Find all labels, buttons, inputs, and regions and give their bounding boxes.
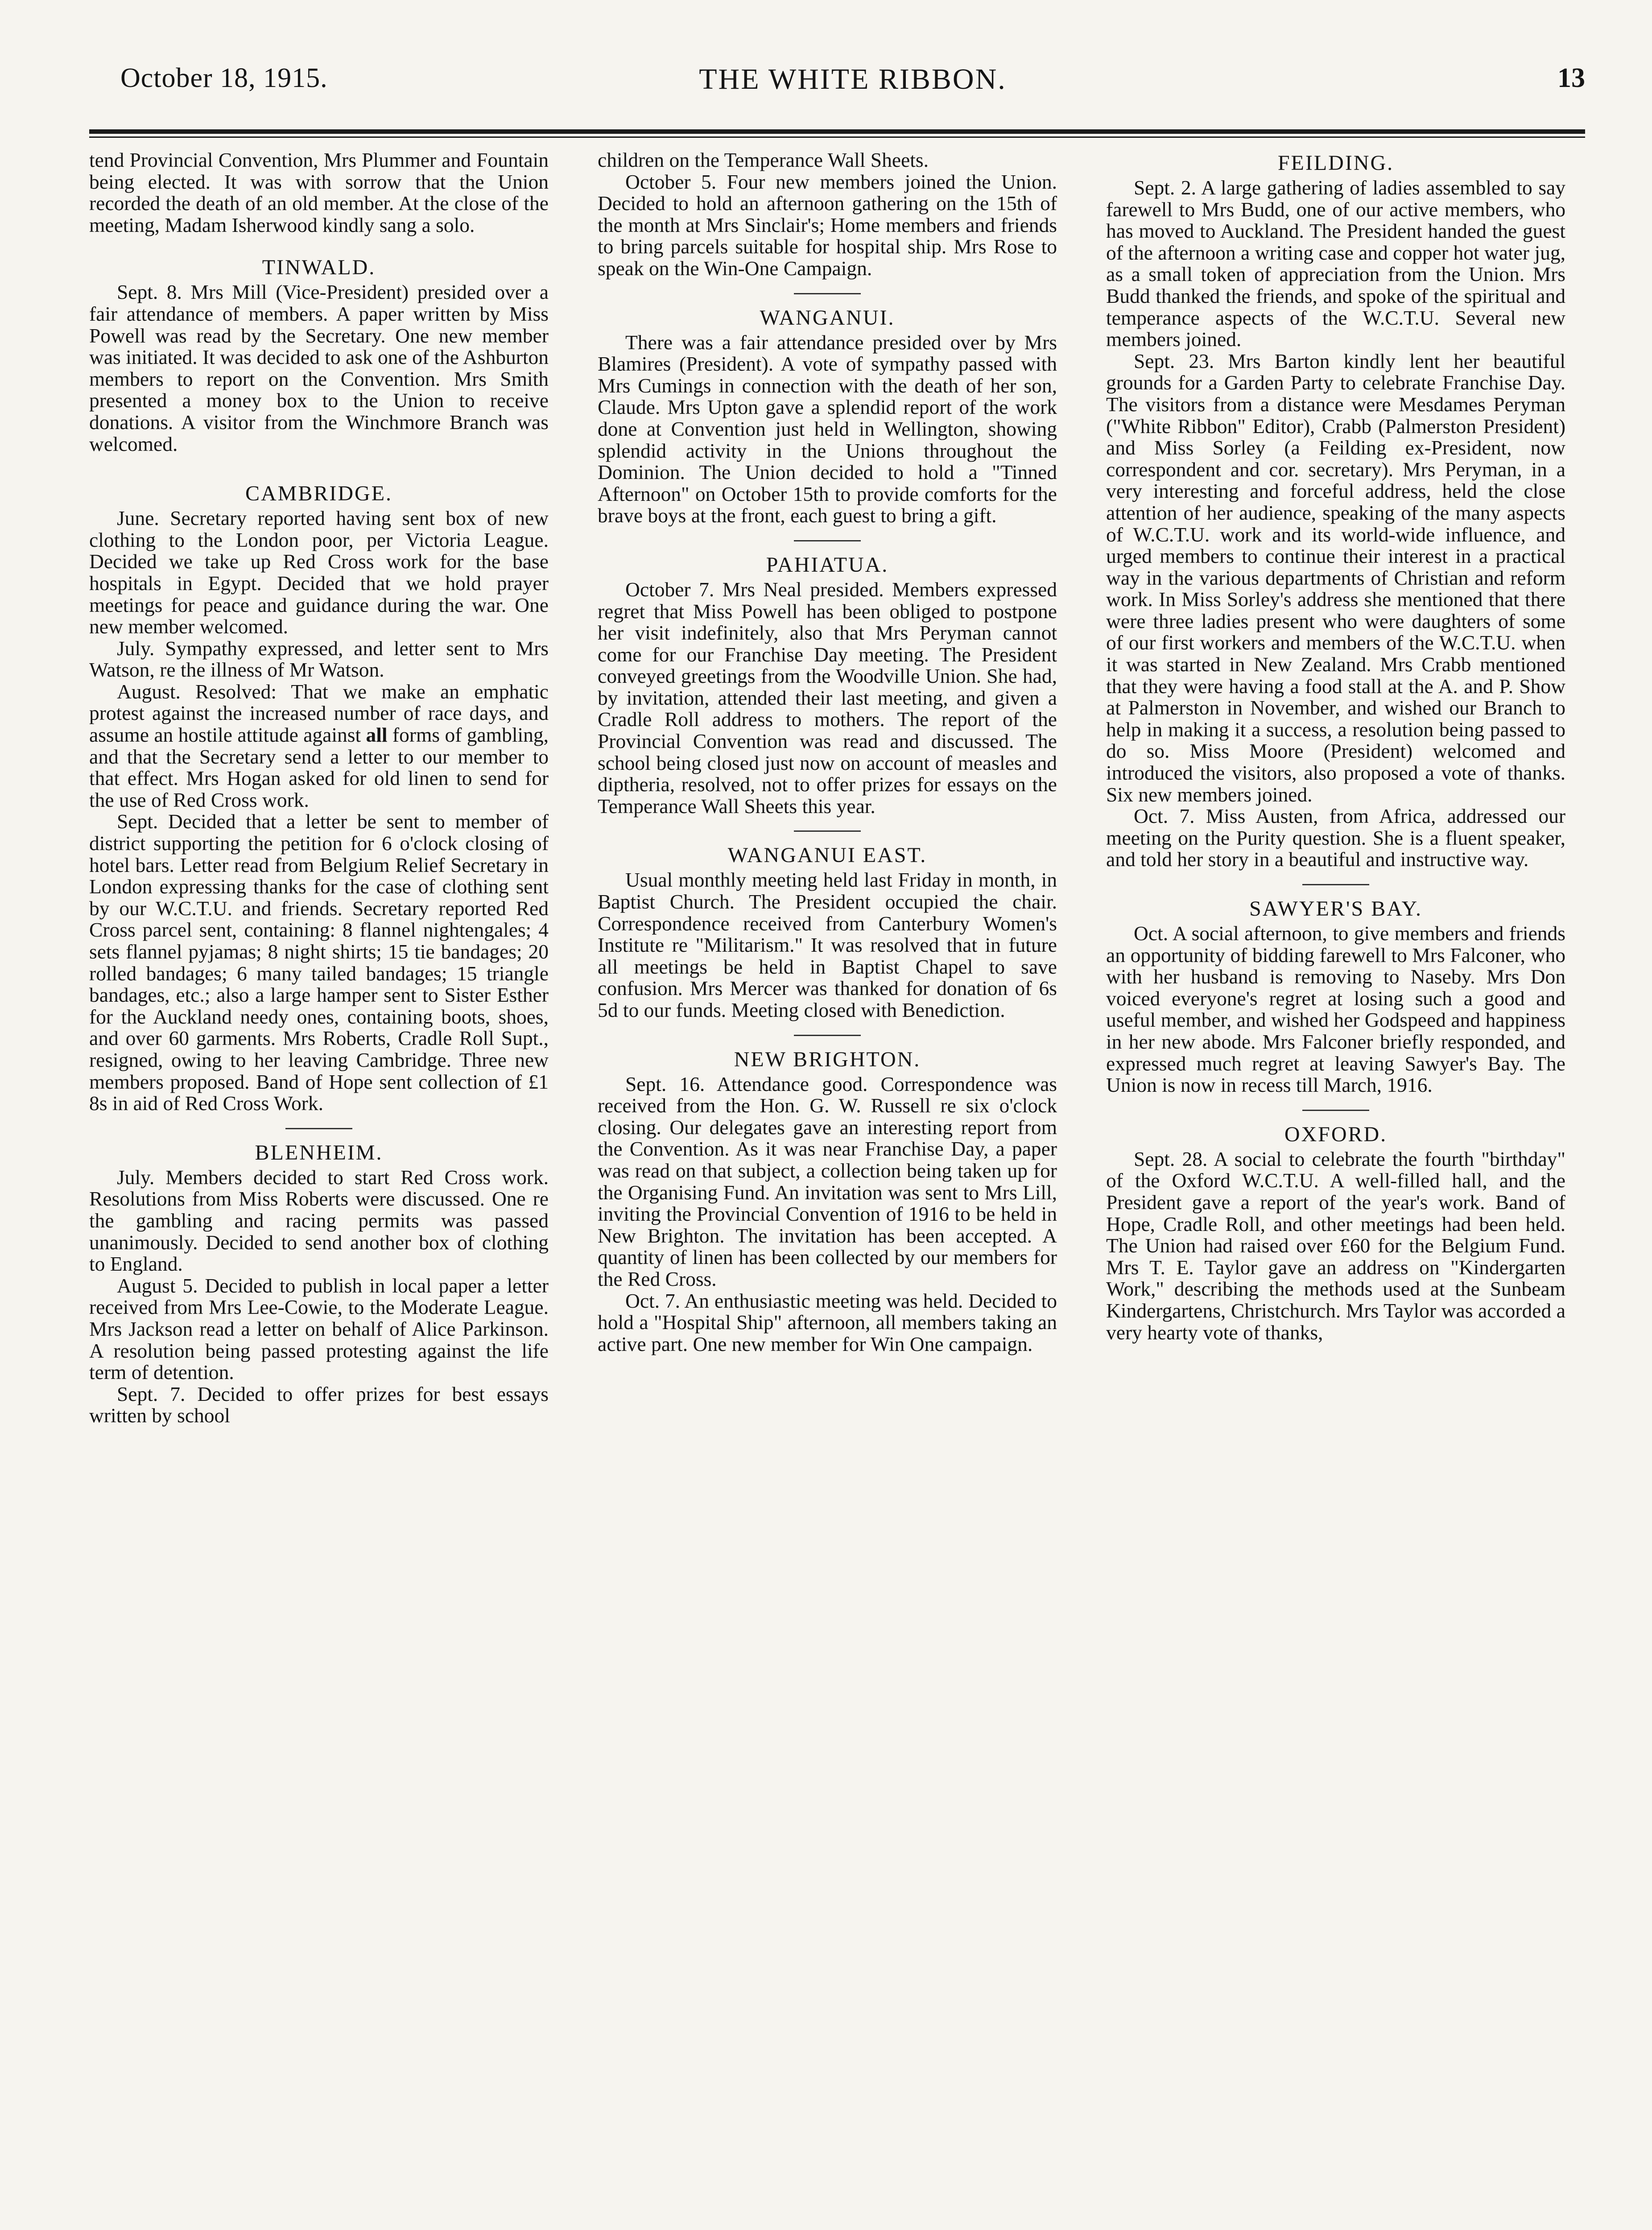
- continued-paragraph: tend Provincial Convention, Mrs Plummer and Fountain being elected. It was with sorrow that the Union recorded the death of an old member. At the close of the meeting, Madam Isherwood kindly sang a solo.: [89, 149, 549, 236]
- feilding-sept-23: Sept. 23. Mrs Barton kindly lent her beautiful grounds for a Garden Party to celebrate Franchise Day. The visitors from a distance were Mesdames Peryman ("White Ribbon" Editor), Crabb (Palmerston President) and Miss Sorley (a Feilding ex-President, now correspondent and cor. secretary). Mrs Peryman, in a very interesting and forceful address, held the close attention of her audience, speaking of the many aspects of W.C.T.U. work and its world-wide influence, and urged members to continue their interest in a practical way in the various departments of Christian and reform work. In Miss Sorley's address she mentioned that there were three ladies present who were daughters of some of our first workers and members of the W.C.T.U. when it was started in New Zealand. Mrs Crabb mentioned that they were having a food stall at the A. and P. Show at Palmerston in November, and wished our Branch to help in making it a success, a resolution being passed to do so. Miss Moore (President) welcomed and introduced the visitors, also proposed a vote of thanks. Six new members joined.: [1106, 349, 1565, 806]
- wanganui-east-report: Usual monthly meeting held last Friday in month, in Baptist Church. The President occupied the chair. Correspondence received from Canterbury Women's Institute re "Militarism." It was resolved that in future all meetings be held in Baptist Chapel to save confusion. Mrs Mercer was thanked for donation of 6s 5d to our funds. Meeting closed with Benediction.: [598, 868, 1057, 1021]
- section-heading-wanganui-east: WANGANUI EAST.: [727, 843, 927, 867]
- newspaper-title: THE WHITE RIBBON.: [699, 63, 1007, 95]
- section-heading-blenheim: BLENHEIM.: [255, 1140, 383, 1165]
- column-3: [1106, 149, 1565, 1343]
- section-heading-feilding: FEILDING.: [1277, 151, 1394, 175]
- cambridge-august-text-a: August. Resolved: That we make an emphatic protest against the increased number of race days, and assume an hostile attitude against: [89, 680, 549, 747]
- october-5-report: October 5. Four new members joined the Union. Decided to hold an afternoon gathering on the 15th of the month at Mrs Sinclair's; Home members and friends to bring parcels suitable for hospital ship. Mrs Rose to speak on the Win-One Campaign.: [598, 170, 1057, 280]
- wanganui-report: There was a fair attendance presided over by Mrs Blamires (President). A vote of sympathy passed with Mrs Cumings in connection with the death of her son, Claude. Mrs Upton gave a splendid report of the work done at Convention just held in Wellington, showing splendid activity in the Unions throughout the Dominion. The Union decided to hold a "Tinned Afternoon" on October 15th to provide comforts for the brave boys at the front, each guest to bring a gift.: [598, 330, 1057, 527]
- section-separator: [794, 830, 861, 832]
- header-rule: [89, 129, 1585, 138]
- section-separator: [1302, 884, 1369, 885]
- cambridge-august-text-b: forms of gambling, and that the Secretary send a letter to our member to that effect. Mrs Hogan asked for old linen to send for the use of Red Cross work.: [89, 723, 549, 811]
- tinwald-report: Sept. 8. Mrs Mill (Vice-President) presided over a fair attendance of members. A paper written by Miss Powell was read by the Secretary. One new member was initiated. It was decided to ask one of the Ashburton members to report on the Convention. Mrs Smith presented a money box to the Union to receive donations. A visitor from the Winchmore Branch was welcomed.: [89, 281, 549, 455]
- section-separator: [1302, 1110, 1369, 1111]
- issue-date: October 18, 1915.: [120, 63, 328, 93]
- section-heading-tinwald: TINWALD.: [262, 256, 376, 280]
- cambridge-sept: Sept. Decided that a letter be sent to member of district supporting the petition for 6 o'clock closing of hotel bars. Letter read from Belgium Relief Secretary in London expressing thanks for the case of clothing sent by our W.C.T.U. and friends. Secretary reported Red Cross parcel sent, containing: 8 flannel nightengales; 4 sets flannel pyjamas; 8 night shirts; 15 tie bandages; 20 rolled bandages; 6 many tailed bandages; 15 triangle bandages, etc.; also a large hamper sent to Sister Esther for the Auckland needy ones, containing boots, shoes, and over 60 garments. Mrs Roberts, Cradle Roll Supt., resigned, owing to her leaving Cambridge. Three new members proposed. Band of Hope sent collection of £1 8s in aid of Red Cross Work.: [89, 810, 549, 1115]
- section-separator: [794, 540, 861, 541]
- cambridge-june: June. Secretary reported having sent box of new clothing to the London poor, per Victoria League. Decided we take up Red Cross work for the base hospitals in Egypt. Decided that we hold prayer meetings for peace and guidance during the war. One new member welcomed.: [89, 507, 549, 638]
- oxford-report: Sept. 28. A social to celebrate the fourth "birthday" of the Oxford W.C.T.U. A well-filled hall, and the President gave a report of the year's work. Band of Hope, Cradle Roll, and other meetings had been held. The Union had raised over £60 for the Belgium Fund. Mrs T. E. Taylor gave an address on "Kindergarten Work," describing the methods used at the Sunbeam Kindergartens, Christchurch. Mrs Taylor was accorded a very hearty vote of thanks,: [1106, 1147, 1565, 1344]
- pahiatua-report: October 7. Mrs Neal presided. Members expressed regret that Miss Powell has been obliged to postpone her visit indefinitely, also that Mrs Peryman cannot come for our Franchise Day meeting. The President conveyed greetings from the Woodville Union. She had, by invitation, attended their last meeting, and given a Cradle Roll address to mothers. The report of the Provincial Convention was read and discussed. The school being closed just now on account of measles and diptheria, resolved, not to offer prizes for essays on the Temperance Wall Sheets this year.: [598, 578, 1057, 818]
- continued-paragraph: children on the Temperance Wall Sheets.: [598, 149, 929, 171]
- column-2: [598, 149, 1057, 1355]
- page-number: 13: [1557, 63, 1585, 93]
- section-separator: [794, 293, 861, 294]
- blenheim-july: July. Members decided to start Red Cross work. Resolutions from Miss Roberts were discussed. One re the gambling and racing permits was passed unanimously. Decided to send another box of clothing to England.: [89, 1165, 549, 1276]
- sawyers-bay-report: Oct. A social afternoon, to give members and friends an opportunity of bidding farewell to Mrs Falconer, who with her husband is removing to Naseby. Mrs Don voiced everyone's regret at losing such a good and useful member, and wished her Godspeed and happiness in her new abode. Mrs Falconer briefly responded, and expressed much regret at leaving Sawyer's Bay. The Union is now in recess till March, 1916.: [1106, 922, 1565, 1097]
- section-separator: [285, 1128, 352, 1129]
- section-heading-sawyers-bay: SAWYER'S BAY.: [1249, 897, 1422, 921]
- new-brighton-oct: Oct. 7. An enthusiastic meeting was held. Decided to hold a "Hospital Ship" afternoon, all members taking an active part. One new member for Win One campaign.: [598, 1289, 1057, 1355]
- cambridge-july: July. Sympathy expressed, and letter sent to Mrs Watson, re the illness of Mr Watson.: [89, 636, 549, 681]
- section-heading-pahiatua: PAHIATUA.: [766, 553, 889, 577]
- feilding-sept-2: Sept. 2. A large gathering of ladies assembled to say farewell to Mrs Budd, one of our active members, who has moved to Auckland. The President handed the guest of the afternoon a writing case and copper hot water jug, as a small token of appreciation from the Union. Mrs Budd thanked the friends, and spoke of the spiritual and temperance aspects of the W.C.T.U. Several new members joined.: [1106, 176, 1565, 351]
- section-gap: [89, 455, 549, 470]
- section-heading-cambridge: CAMBRIDGE.: [245, 482, 393, 506]
- section-separator: [794, 1035, 861, 1036]
- column-1: [89, 149, 549, 1427]
- blenheim-august: August 5. Decided to publish in local paper a letter received from Mrs Lee-Cowie, to the Moderate League. Mrs Jackson read a letter on behalf of Alice Parkinson. A resolution being passed protesting against the life term of detention.: [89, 1274, 549, 1384]
- section-heading-wanganui: WANGANUI.: [760, 306, 895, 330]
- page-header: [120, 62, 1585, 112]
- cambridge-august: [89, 681, 549, 811]
- section-heading-oxford: OXFORD.: [1284, 1122, 1388, 1146]
- section-heading-new-brighton: NEW BRIGHTON.: [734, 1047, 921, 1071]
- new-brighton-sept: Sept. 16. Attendance good. Correspondence was received from the Hon. G. W. Russell re six o'clock closing. Our delegates gave an interesting report from the Convention. As it was near Franchise Day, a paper was read on that subject, a collection being taken up for the Organising Fund. An invitation was sent to Mrs Lill, inviting the Provincial Convention of 1916 to be held in New Brighton. The invitation has been accepted. A quantity of linen has been collected by our members for the Red Cross.: [598, 1072, 1057, 1290]
- blenheim-sept: Sept. 7. Decided to offer prizes for best essays written by school: [89, 1382, 549, 1427]
- emphasis-all: all: [366, 723, 388, 747]
- feilding-oct-7: Oct. 7. Miss Austen, from Africa, addressed our meeting on the Purity question. She is a fluent speaker, and told her story in a beautiful and instructive way.: [1106, 805, 1565, 871]
